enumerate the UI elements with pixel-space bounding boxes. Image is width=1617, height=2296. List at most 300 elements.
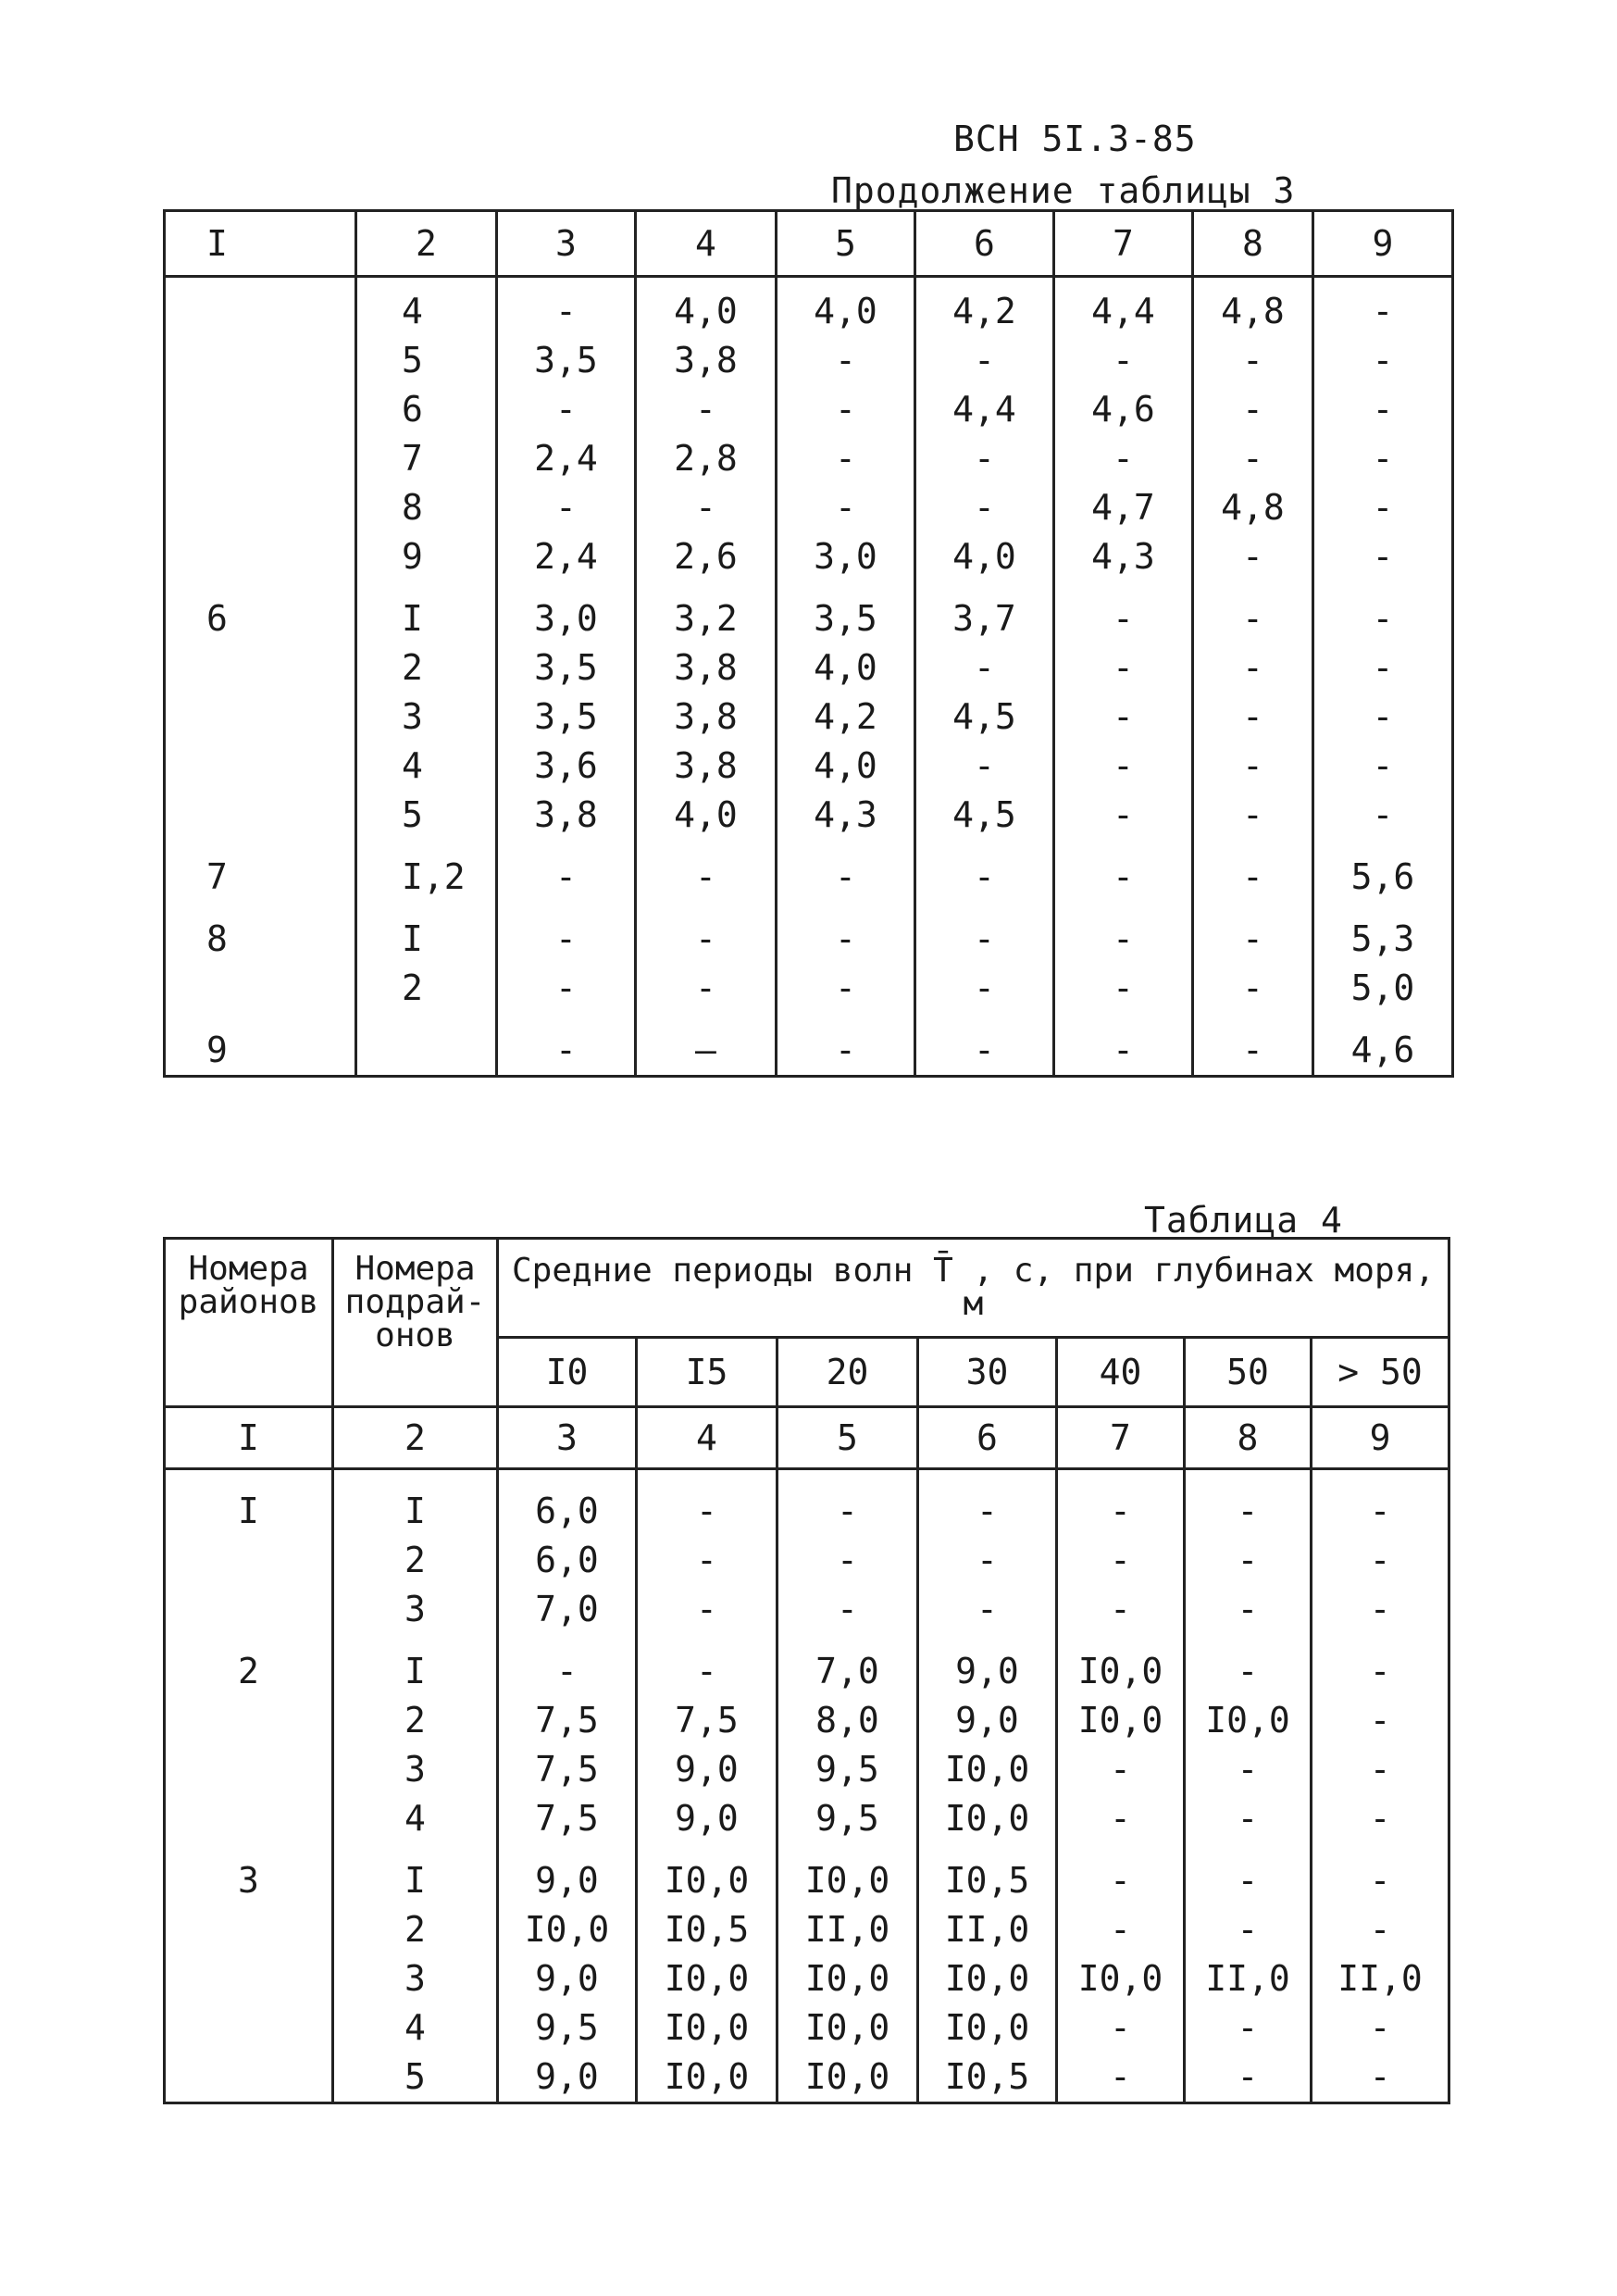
value-cell: 2,8: [636, 434, 777, 483]
subregion-cell: I: [356, 902, 497, 964]
region-cell: [165, 1745, 333, 1794]
subregion-cell: 3: [356, 693, 497, 742]
table-row: [165, 336, 1453, 385]
region-cell: 8: [165, 902, 356, 964]
value-cell: -: [1312, 1469, 1449, 1537]
table-row: [165, 1745, 1449, 1794]
value-cell: 3,6: [497, 742, 636, 791]
value-cell: 3,8: [636, 643, 777, 693]
region-cell: [165, 742, 356, 791]
value-cell: 9,0: [498, 2053, 637, 2103]
table-row: [165, 483, 1453, 532]
depth-header: 20: [777, 1338, 918, 1407]
header-cell: 9: [1313, 211, 1453, 277]
value-cell: -: [777, 483, 915, 532]
table-3: [163, 209, 1454, 1078]
table-row: [165, 964, 1453, 1013]
table-row: [165, 532, 1453, 581]
table3-caption: Продолжение таблицы 3: [831, 170, 1296, 211]
value-cell: -: [1185, 1843, 1312, 1905]
value-cell: 4,3: [777, 791, 915, 840]
value-cell: 9,5: [777, 1794, 918, 1843]
value-cell: -: [1054, 902, 1193, 964]
region-cell: 7: [165, 840, 356, 902]
value-cell: -: [1313, 791, 1453, 840]
table-row: [165, 742, 1453, 791]
value-cell: -: [637, 1585, 777, 1634]
region-cell: [165, 336, 356, 385]
value-cell: -: [1313, 385, 1453, 434]
value-cell: 5,0: [1313, 964, 1453, 1013]
value-cell: 4,0: [777, 742, 915, 791]
value-cell: -: [1057, 1469, 1185, 1537]
value-cell: -: [1313, 643, 1453, 693]
value-cell: -: [1057, 2003, 1185, 2053]
value-cell: -: [1185, 1469, 1312, 1537]
value-cell: -: [497, 1013, 636, 1077]
table-row: [165, 1696, 1449, 1745]
value-cell: -: [1057, 1585, 1185, 1634]
value-cell: 9,0: [498, 1954, 637, 2003]
value-cell: 4,0: [915, 532, 1054, 581]
value-cell: -: [1057, 1794, 1185, 1843]
table-row: [165, 277, 1453, 337]
column-number: 2: [333, 1407, 498, 1469]
value-cell: I0,5: [918, 1843, 1057, 1905]
table-row: [165, 643, 1453, 693]
value-cell: -: [1185, 1745, 1312, 1794]
value-cell: -: [1185, 1536, 1312, 1585]
value-cell: 9,0: [498, 1843, 637, 1905]
column-number: 6: [918, 1407, 1057, 1469]
value-cell: -: [1312, 1843, 1449, 1905]
value-cell: -: [1312, 1696, 1449, 1745]
region-cell: [165, 385, 356, 434]
value-cell: -: [497, 840, 636, 902]
value-cell: -: [1185, 1585, 1312, 1634]
value-cell: 4,4: [915, 385, 1054, 434]
table-row: [165, 385, 1453, 434]
table-row: [165, 1843, 1449, 1905]
region-cell: [165, 434, 356, 483]
value-cell: 6,0: [498, 1536, 637, 1585]
value-cell: -: [1054, 791, 1193, 840]
header-cell: 3: [497, 211, 636, 277]
value-cell: 3,8: [636, 336, 777, 385]
value-cell: -: [915, 483, 1054, 532]
value-cell: -: [1057, 1536, 1185, 1585]
value-cell: I0,0: [1057, 1696, 1185, 1745]
subregion-cell: 9: [356, 532, 497, 581]
value-cell: —: [636, 1013, 777, 1077]
value-cell: I0,0: [777, 2053, 918, 2103]
value-cell: -: [915, 840, 1054, 902]
region-cell: [165, 2053, 333, 2103]
region-cell: [165, 1585, 333, 1634]
value-cell: -: [1185, 2003, 1312, 2053]
value-cell: -: [1193, 385, 1313, 434]
value-cell: -: [636, 902, 777, 964]
value-cell: 4,4: [1054, 277, 1193, 337]
subregion-cell: 2: [356, 643, 497, 693]
value-cell: 9,0: [637, 1745, 777, 1794]
value-cell: -: [1185, 2053, 1312, 2103]
table-row: [165, 434, 1453, 483]
value-cell: I0,0: [918, 1794, 1057, 1843]
table-row: [165, 2053, 1449, 2103]
value-cell: 7,5: [498, 1794, 637, 1843]
depth-header: 50: [1185, 1338, 1312, 1407]
value-cell: -: [915, 1013, 1054, 1077]
value-cell: 4,6: [1313, 1013, 1453, 1077]
value-cell: 3,5: [497, 336, 636, 385]
value-cell: 7,5: [498, 1745, 637, 1794]
region-cell: [165, 277, 356, 337]
table-row: [165, 1634, 1449, 1696]
value-cell: -: [1193, 434, 1313, 483]
value-cell: -: [918, 1536, 1057, 1585]
value-cell: 4,8: [1193, 483, 1313, 532]
table-row: [165, 902, 1453, 964]
subregion-cell: 4: [356, 742, 497, 791]
value-cell: -: [1312, 1794, 1449, 1843]
value-cell: -: [1054, 643, 1193, 693]
region-cell: [165, 791, 356, 840]
value-cell: -: [1313, 742, 1453, 791]
value-cell: -: [1054, 1013, 1193, 1077]
value-cell: 7,5: [498, 1696, 637, 1745]
value-cell: 7,0: [777, 1634, 918, 1696]
value-cell: 5,3: [1313, 902, 1453, 964]
value-cell: -: [1193, 1013, 1313, 1077]
value-cell: 2,6: [636, 532, 777, 581]
value-cell: 4,2: [915, 277, 1054, 337]
region-cell: [165, 643, 356, 693]
subregion-cell: I: [333, 1634, 498, 1696]
value-cell: 3,5: [777, 581, 915, 643]
value-cell: 3,7: [915, 581, 1054, 643]
value-cell: -: [637, 1634, 777, 1696]
value-cell: -: [1312, 1536, 1449, 1585]
value-cell: I0,0: [777, 1954, 918, 2003]
table-row: [165, 791, 1453, 840]
region-cell: [165, 1536, 333, 1585]
depth-header: 30: [918, 1338, 1057, 1407]
value-cell: 3,5: [497, 693, 636, 742]
table-row: [165, 1469, 1449, 1537]
value-cell: 4,8: [1193, 277, 1313, 337]
value-cell: -: [1312, 1745, 1449, 1794]
value-cell: -: [636, 483, 777, 532]
header-cell: 6: [915, 211, 1054, 277]
header-cell: 5: [777, 211, 915, 277]
value-cell: -: [1057, 2053, 1185, 2103]
column-number: 5: [777, 1407, 918, 1469]
value-cell: -: [777, 1536, 918, 1585]
value-cell: -: [915, 643, 1054, 693]
value-cell: 4,5: [915, 693, 1054, 742]
value-cell: 9,0: [918, 1634, 1057, 1696]
column-number: 7: [1057, 1407, 1185, 1469]
value-cell: -: [1312, 2003, 1449, 2053]
value-cell: I0,0: [918, 1745, 1057, 1794]
value-cell: 9,5: [498, 2003, 637, 2053]
value-cell: -: [777, 385, 915, 434]
subregion-cell: 4: [356, 277, 497, 337]
value-cell: -: [1312, 1585, 1449, 1634]
value-cell: -: [1057, 1905, 1185, 1954]
depth-header: I5: [637, 1338, 777, 1407]
table-row: [165, 2003, 1449, 2053]
header-cell: 4: [636, 211, 777, 277]
value-cell: -: [497, 385, 636, 434]
value-cell: -: [1313, 336, 1453, 385]
value-cell: -: [915, 742, 1054, 791]
region-cell: [165, 1696, 333, 1745]
value-cell: 4,2: [777, 693, 915, 742]
value-cell: -: [1185, 1634, 1312, 1696]
subregion-cell: 2: [333, 1536, 498, 1585]
value-cell: -: [1313, 277, 1453, 337]
value-cell: -: [1057, 1843, 1185, 1905]
value-cell: -: [915, 434, 1054, 483]
value-cell: -: [1312, 1634, 1449, 1696]
value-cell: -: [1312, 1905, 1449, 1954]
region-cell: I: [165, 1469, 333, 1537]
value-cell: 3,0: [777, 532, 915, 581]
value-cell: 4,5: [915, 791, 1054, 840]
value-cell: -: [777, 434, 915, 483]
region-cell: 3: [165, 1843, 333, 1905]
subregion-cell: 4: [333, 2003, 498, 2053]
value-cell: I0,5: [637, 1905, 777, 1954]
value-cell: 3,2: [636, 581, 777, 643]
region-cell: [165, 483, 356, 532]
value-cell: -: [1193, 840, 1313, 902]
value-cell: -: [636, 840, 777, 902]
value-cell: -: [1193, 336, 1313, 385]
value-cell: -: [1054, 964, 1193, 1013]
table-row: [165, 581, 1453, 643]
subregion-cell: 3: [333, 1954, 498, 2003]
subregion-cell: 5: [333, 2053, 498, 2103]
value-cell: -: [637, 1536, 777, 1585]
value-cell: -: [498, 1634, 637, 1696]
table-4: [163, 1237, 1450, 2104]
value-cell: 3,8: [636, 742, 777, 791]
value-cell: 2,4: [497, 434, 636, 483]
value-cell: -: [1054, 840, 1193, 902]
value-cell: -: [1185, 1905, 1312, 1954]
value-cell: -: [1313, 581, 1453, 643]
table-row: [165, 1905, 1449, 1954]
value-cell: I0,0: [637, 1843, 777, 1905]
value-cell: -: [777, 1585, 918, 1634]
value-cell: -: [1193, 791, 1313, 840]
value-cell: II,0: [918, 1905, 1057, 1954]
subregion-cell: 8: [356, 483, 497, 532]
table-row: [165, 1585, 1449, 1634]
subregion-cell: I: [333, 1469, 498, 1537]
value-cell: -: [636, 964, 777, 1013]
depth-header: 40: [1057, 1338, 1185, 1407]
region-cell: [165, 1794, 333, 1843]
value-cell: -: [915, 964, 1054, 1013]
value-cell: -: [1193, 964, 1313, 1013]
value-cell: -: [918, 1469, 1057, 1537]
subregion-cell: I: [333, 1843, 498, 1905]
value-cell: -: [777, 336, 915, 385]
table-row: [165, 840, 1453, 902]
value-cell: -: [777, 902, 915, 964]
subregion-cell: 6: [356, 385, 497, 434]
subregion-cell: 2: [356, 964, 497, 1013]
region-cell: 6: [165, 581, 356, 643]
value-cell: -: [915, 902, 1054, 964]
value-cell: 5,6: [1313, 840, 1453, 902]
value-cell: -: [1193, 532, 1313, 581]
value-cell: -: [1193, 581, 1313, 643]
column-number: 3: [498, 1407, 637, 1469]
value-cell: 7,5: [637, 1696, 777, 1745]
value-cell: 4,7: [1054, 483, 1193, 532]
subregion-cell: 4: [333, 1794, 498, 1843]
value-cell: 3,8: [636, 693, 777, 742]
value-cell: -: [637, 1469, 777, 1537]
value-cell: 3,5: [497, 643, 636, 693]
value-cell: -: [915, 336, 1054, 385]
subregion-cell: [356, 1013, 497, 1077]
value-cell: -: [1193, 693, 1313, 742]
value-cell: I0,0: [777, 2003, 918, 2053]
region-cell: [165, 532, 356, 581]
value-cell: -: [1312, 2053, 1449, 2103]
value-cell: 4,0: [777, 643, 915, 693]
region-cell: [165, 1905, 333, 1954]
header-cell: I: [165, 211, 356, 277]
value-cell: -: [1313, 483, 1453, 532]
column-number: 8: [1185, 1407, 1312, 1469]
value-cell: 3,8: [497, 791, 636, 840]
value-cell: I0,0: [918, 1954, 1057, 2003]
value-cell: -: [1193, 742, 1313, 791]
value-cell: -: [777, 840, 915, 902]
subregion-cell: 5: [356, 336, 497, 385]
value-cell: 2,4: [497, 532, 636, 581]
table4-caption: Таблица 4: [1144, 1200, 1343, 1241]
region-cell: 9: [165, 1013, 356, 1077]
value-cell: II,0: [1312, 1954, 1449, 2003]
subregion-cell: 2: [333, 1905, 498, 1954]
value-cell: -: [1054, 693, 1193, 742]
subregion-cell: 2: [333, 1696, 498, 1745]
value-cell: I0,0: [1185, 1696, 1312, 1745]
value-cell: -: [1057, 1745, 1185, 1794]
region-cell: [165, 693, 356, 742]
column-number: 4: [637, 1407, 777, 1469]
depth-header: > 50: [1312, 1338, 1449, 1407]
subregion-cell: I: [356, 581, 497, 643]
value-cell: -: [777, 1013, 915, 1077]
value-cell: -: [497, 483, 636, 532]
col-header-mean-periods: Средние периоды волн T̄ , с, при глубинах моря, м: [498, 1239, 1449, 1338]
value-cell: -: [777, 964, 915, 1013]
value-cell: II,0: [777, 1905, 918, 1954]
value-cell: 7,0: [498, 1585, 637, 1634]
value-cell: -: [1313, 434, 1453, 483]
region-cell: [165, 2003, 333, 2053]
value-cell: -: [1185, 1794, 1312, 1843]
value-cell: -: [1313, 693, 1453, 742]
subregion-cell: 3: [333, 1745, 498, 1794]
value-cell: -: [1054, 336, 1193, 385]
value-cell: 4,0: [777, 277, 915, 337]
subregion-cell: 3: [333, 1585, 498, 1634]
value-cell: I0,0: [498, 1905, 637, 1954]
value-cell: -: [497, 277, 636, 337]
region-cell: [165, 1954, 333, 2003]
value-cell: I0,0: [637, 1954, 777, 2003]
value-cell: 9,5: [777, 1745, 918, 1794]
header-cell: 7: [1054, 211, 1193, 277]
region-cell: 2: [165, 1634, 333, 1696]
value-cell: 6,0: [498, 1469, 637, 1537]
value-cell: 9,0: [918, 1696, 1057, 1745]
subregion-cell: 7: [356, 434, 497, 483]
document-code: ВСН 5I.3-85: [953, 119, 1197, 159]
value-cell: 4,3: [1054, 532, 1193, 581]
value-cell: -: [497, 964, 636, 1013]
table-row: [165, 693, 1453, 742]
value-cell: I0,0: [918, 2003, 1057, 2053]
value-cell: -: [1054, 434, 1193, 483]
value-cell: -: [1193, 643, 1313, 693]
subregion-cell: 5: [356, 791, 497, 840]
header-cell: 2: [356, 211, 497, 277]
value-cell: I0,0: [637, 2053, 777, 2103]
value-cell: 4,0: [636, 277, 777, 337]
value-cell: -: [1193, 902, 1313, 964]
table-row: [165, 1794, 1449, 1843]
column-number: I: [165, 1407, 333, 1469]
column-number: 9: [1312, 1407, 1449, 1469]
value-cell: 3,0: [497, 581, 636, 643]
depth-header: I0: [498, 1338, 637, 1407]
value-cell: I0,0: [637, 2003, 777, 2053]
region-cell: [165, 964, 356, 1013]
value-cell: 8,0: [777, 1696, 918, 1745]
value-cell: 4,0: [636, 791, 777, 840]
value-cell: -: [497, 902, 636, 964]
col-header-regions: Номера районов: [165, 1239, 333, 1407]
col-header-subregions: Номера подрай- онов: [333, 1239, 498, 1407]
value-cell: -: [777, 1469, 918, 1537]
value-cell: -: [1054, 581, 1193, 643]
value-cell: -: [1054, 742, 1193, 791]
subregion-cell: I,2: [356, 840, 497, 902]
table-row: [165, 1954, 1449, 2003]
value-cell: -: [1313, 532, 1453, 581]
value-cell: II,0: [1185, 1954, 1312, 2003]
value-cell: I0,0: [1057, 1954, 1185, 2003]
value-cell: I0,0: [1057, 1634, 1185, 1696]
value-cell: I0,5: [918, 2053, 1057, 2103]
table-row: [165, 1013, 1453, 1077]
value-cell: 9,0: [637, 1794, 777, 1843]
header-cell: 8: [1193, 211, 1313, 277]
table-row: [165, 1536, 1449, 1585]
value-cell: -: [918, 1585, 1057, 1634]
